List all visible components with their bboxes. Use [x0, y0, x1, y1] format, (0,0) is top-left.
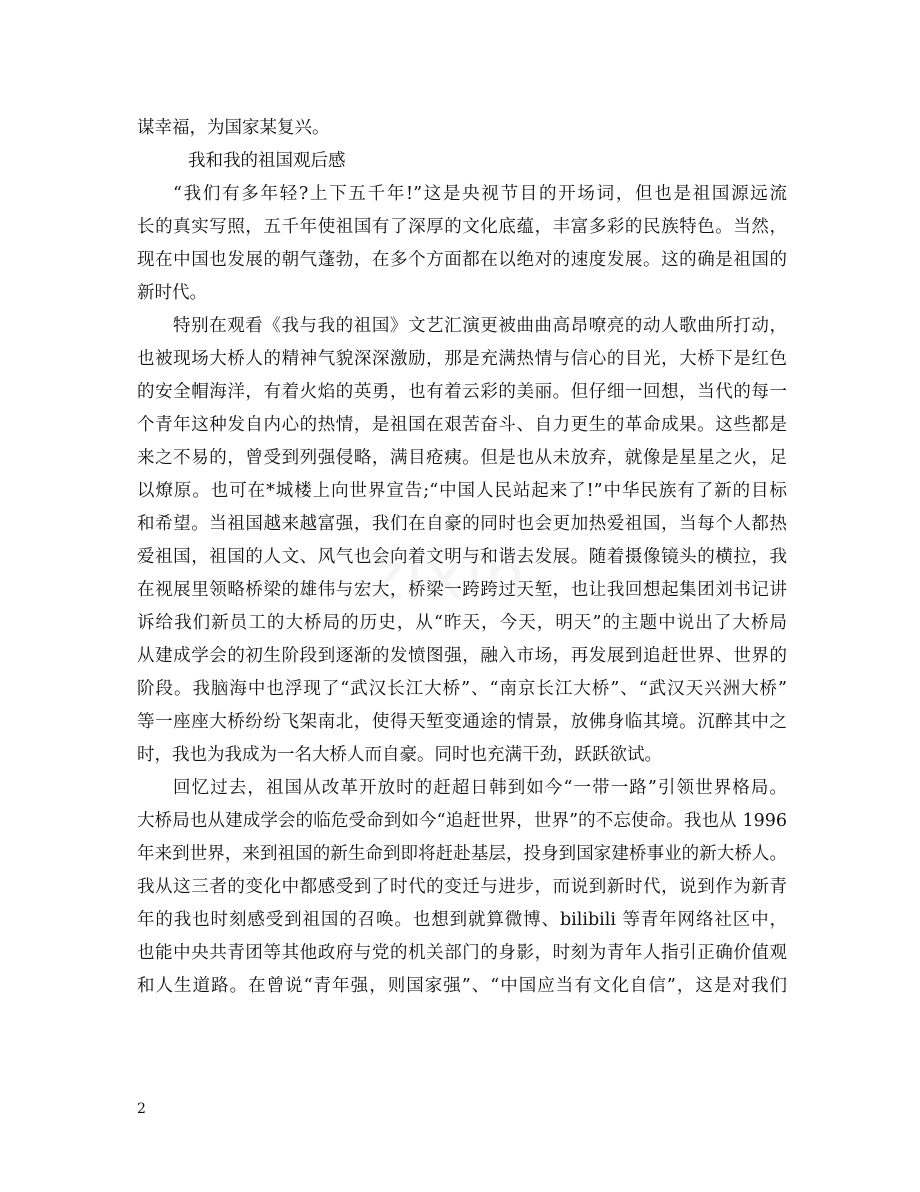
text-line: 来之不易的，曾受到列强侵略，满目疮痍。但是也从未放弃，就像是星星之火，足 — [137, 448, 787, 468]
text-line: 的安全帽海洋，有着火焰的英勇，也有着云彩的美丽。但仔细一回想，当代的每一 — [137, 382, 787, 402]
text-line: 年的我也时刻感受到祖国的召唤。也想到就算微博、bilibili 等青年网络社区中， — [137, 910, 787, 930]
text-line: 在视展里领略桥梁的雄伟与宏大，桥梁一跨跨过天堑，也让我回想起集团刘书记讲 — [137, 580, 787, 600]
text-line: 我从这三者的变化中都感受到了时代的变迁与进步，而说到新时代，说到作为新青 — [137, 877, 787, 897]
text-line: 现在中国也发展的朝气蓬勃，在多个方面都在以绝对的速度发展。这的确是祖国的 — [137, 250, 787, 270]
text-line: 也能中央共青团等其他政府与党的机关部门的身影，时刻为青年人指引正确价值观 — [137, 943, 787, 963]
text-line: “我们有多年轻?上下五千年!”这是央视节目的开场词，但也是祖国源远流 — [173, 184, 787, 204]
text-line: 时，我也为我成为一名大桥人而自豪。同时也充满干劲，跃跃欲试。 — [137, 745, 662, 765]
text-line: 和人生道路。在曾说“青年强，则国家强”、“中国应当有文化自信”，这是对我们 — [137, 976, 787, 996]
section-title: 我和我的祖国观后感 — [188, 151, 346, 171]
text-line: 回忆过去，祖国从改革开放时的赶超日韩到如今“一带一路”引领世界格局。 — [173, 778, 787, 798]
text-line: 个青年这种发自内心的热情，是祖国在艰苦奋斗、自力更生的革命成果。这些都是 — [137, 415, 787, 435]
text-line: 年来到世界，来到祖国的新生命到即将赶赴基层，投身到国家建桥事业的新大桥人。 — [137, 844, 787, 864]
body-text — [137, 112, 787, 1003]
text-line: 也被现场大桥人的精神气貌深深激励，那是充满热情与信心的目光，大桥下是红色 — [137, 349, 787, 369]
text-line: 诉给我们新员工的大桥局的历史，从“昨天，今天，明天”的主题中说出了大桥局 — [137, 613, 787, 633]
text-line: 和希望。当祖国越来越富强，我们在自豪的同时也会更加热爱祖国，当每个人都热 — [137, 514, 787, 534]
text-line: 特别在观看《我与我的祖国》文艺汇演更被曲曲高昂嘹亮的动人歌曲所打动， — [173, 316, 787, 336]
text-line: 长的真实写照，五千年使祖国有了深厚的文化底蕴，丰富多彩的民族特色。当然， — [137, 217, 787, 237]
text-line: 爱祖国，祖国的人文、风气也会向着文明与和谐去发展。随着摄像镜头的横拉，我 — [137, 547, 787, 567]
text-line: 等一座座大桥纷纷飞架南北，使得天堑变通途的情景，放佛身临其境。沉醉其中之 — [137, 712, 787, 732]
page-number: 2 — [137, 1101, 146, 1117]
text-line: 阶段。我脑海中也浮现了“武汉长江大桥”、“南京长江大桥”、“武汉天兴洲大桥” — [137, 679, 787, 699]
text-line: 从建成学会的初生阶段到逐渐的发愤图强，融入市场，再发展到追赶世界、世界的 — [137, 646, 787, 666]
watermark: zixin — [370, 540, 528, 614]
text-line: 新时代。 — [137, 283, 207, 303]
text-line: 大桥局也从建成学会的临危受命到如今“追赶世界，世界”的不忘使命。我也从 1996 — [137, 811, 787, 831]
text-line: 以燎原。也可在*城楼上向世界宣告;“中国人民站起来了!”中华民族有了新的目标 — [137, 481, 787, 501]
text-line: 谋幸福，为国家某复兴。 — [137, 118, 330, 138]
